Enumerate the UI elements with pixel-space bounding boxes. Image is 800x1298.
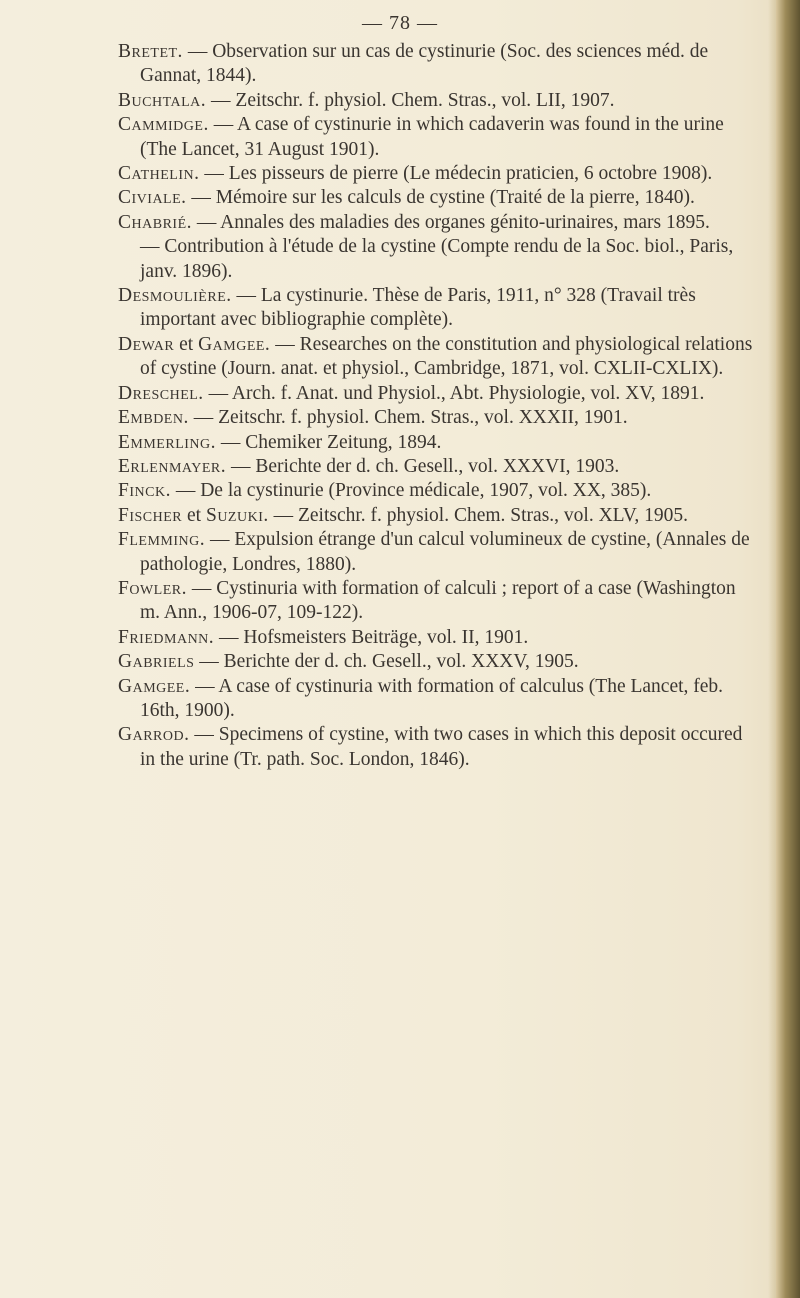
entry-author: Garrod. bbox=[118, 724, 190, 746]
bibliography-entry bbox=[118, 382, 758, 406]
bibliography-entry bbox=[118, 675, 758, 724]
entry-author: Fischer bbox=[118, 504, 183, 526]
bibliography-entry bbox=[118, 162, 758, 186]
entry-text: — Specimens of cystine, with two cases in which this deposit occured in the urine (Tr. path. Soc. London, 1846). bbox=[140, 724, 743, 770]
bibliography-entry bbox=[118, 186, 758, 210]
entry-text: — Arch. f. Anat. und Physiol., Abt. Physiologie, vol. XV, 1891. bbox=[203, 382, 705, 404]
bibliography-entry bbox=[118, 284, 758, 333]
entry-author: Cathelin. bbox=[118, 163, 200, 185]
entry-author: Fowler. bbox=[118, 577, 187, 599]
entry-author: Gabriels bbox=[118, 651, 195, 673]
bibliography-entry bbox=[118, 723, 758, 772]
entry-text: — De la cystinurie (Province médicale, 1907, vol. XX, 385). bbox=[170, 480, 652, 502]
bibliography-entry bbox=[118, 113, 758, 162]
entry-author: Friedmann. bbox=[118, 626, 215, 648]
entry-author: Bretet. bbox=[118, 41, 183, 62]
book-binding-edge bbox=[776, 0, 800, 1298]
entry-author: Suzuki. bbox=[205, 504, 269, 526]
entry-text: — Cystinuria with formation of calculi ; report of a case (Washington m. Ann., 1906-07, 109-122). bbox=[140, 577, 736, 624]
entry-author: Buchtala. bbox=[118, 89, 207, 111]
entry-text: — Chemiker Zeitung, 1894. bbox=[216, 431, 442, 453]
bibliography-entry bbox=[118, 431, 758, 455]
entry-text: — Berichte der d. ch. Gesell., vol. XXXV, 1905. bbox=[194, 651, 579, 673]
bibliography-entry bbox=[118, 504, 758, 528]
entry-author: Chabrié. bbox=[118, 211, 192, 233]
entry-author: Cammidge. bbox=[118, 114, 209, 136]
entry-author: Embden. bbox=[118, 407, 189, 429]
entry-author: Flemming. bbox=[118, 529, 206, 551]
entry-author: Gamgee. bbox=[118, 675, 191, 697]
entry-text: — Mémoire sur les calculs de cystine (Traité de la pierre, 1840). bbox=[186, 187, 695, 209]
page-number: — 78 — bbox=[362, 12, 438, 34]
entry-text: — Berichte der d. ch. Gesell., vol. XXXVI, 1903. bbox=[226, 455, 620, 477]
bibliography-entry bbox=[118, 455, 758, 479]
entry-author: Civiale. bbox=[118, 187, 187, 209]
entry-author: Dewar bbox=[118, 333, 175, 355]
entry-text: — Zeitschr. f. physiol. Chem. Stras., vol. XLV, 1905. bbox=[268, 504, 688, 526]
entry-text: — Zeitschr. f. physiol. Chem. Stras., vol. LII, 1907. bbox=[206, 89, 615, 111]
entry-author: Gamgee. bbox=[198, 333, 271, 355]
bibliography-entry bbox=[118, 211, 758, 235]
bibliography-entry bbox=[118, 40, 758, 89]
entry-text: — Observation sur un cas de cystinurie (Soc. des sciences méd. de Gannat, 1844). bbox=[140, 41, 709, 87]
entry-author: Desmoulière. bbox=[118, 285, 232, 307]
entry-text: — Researches on the constitution and physiological relations of cystine (Journ. anat. et physiol., Cambridge, 1871, vol. CXLII-CXLIX). bbox=[140, 333, 753, 380]
entry-text: — Contribution à l'étude de la cystine (Compte rendu de la Soc. biol., Paris, janv. 1896). bbox=[140, 236, 734, 282]
entry-text: et bbox=[182, 504, 206, 526]
entry-text: — Les pisseurs de pierre (Le médecin praticien, 6 octobre 1908). bbox=[199, 163, 713, 185]
entry-text: — La cystinurie. Thèse de Paris, 1911, n° 328 (Travail très important avec bibliographie complète). bbox=[140, 285, 696, 331]
bibliography-entry bbox=[118, 406, 758, 430]
entry-author: Finck. bbox=[118, 480, 171, 502]
entry-author: Erlenmayer. bbox=[118, 455, 227, 477]
entry-author: Dreschel. bbox=[118, 382, 204, 404]
entry-text: — Expulsion étrange d'un calcul volumineux de cystine, (Annales de pathologie, Londres, 1880). bbox=[140, 529, 750, 575]
entry-text: — A case of cystinurie in which cadaverin was found in the urine (The Lancet, 31 August 1901). bbox=[140, 114, 724, 160]
bibliography-entry bbox=[118, 333, 758, 382]
bibliography-list bbox=[118, 40, 758, 772]
bibliography-entry bbox=[118, 479, 758, 503]
entry-text: — Zeitschr. f. physiol. Chem. Stras., vol. XXXII, 1901. bbox=[188, 407, 628, 429]
bibliography-entry bbox=[118, 626, 758, 650]
bibliography-entry bbox=[118, 650, 758, 674]
entry-text: et bbox=[174, 333, 199, 355]
entry-author: Emmerling. bbox=[118, 431, 217, 453]
bibliography-entry bbox=[118, 89, 758, 113]
entry-text: — A case of cystinuria with formation of calculus (The Lancet, feb. 16th, 1900). bbox=[140, 675, 724, 721]
bibliography-entry bbox=[118, 577, 758, 626]
bibliography-entry bbox=[118, 528, 758, 577]
bibliography-entry bbox=[118, 235, 758, 284]
entry-text: — Annales des maladies des organes génito-urinaires, mars 1895. bbox=[192, 211, 710, 233]
entry-text: — Hofsmeisters Beiträge, vol. II, 1901. bbox=[214, 626, 529, 648]
page-edge-shadow bbox=[768, 0, 776, 1298]
